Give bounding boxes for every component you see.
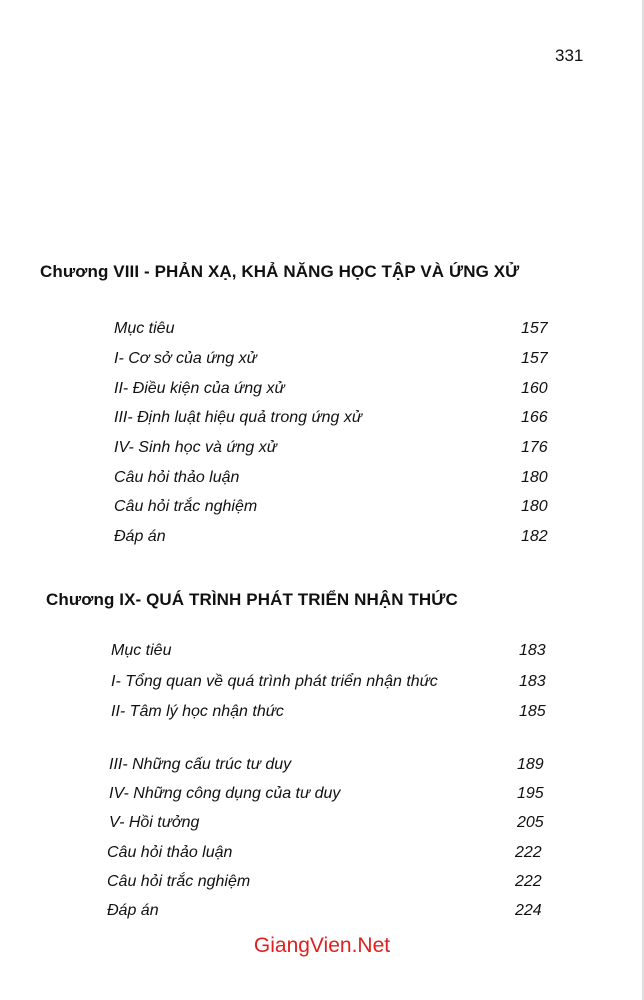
entry-label: II- Tâm lý học nhận thức	[111, 703, 284, 720]
entry-page: 180	[521, 498, 548, 515]
entry-page: 183	[519, 642, 546, 659]
entry-page: 157	[521, 350, 548, 367]
entry-label: Mục tiêu	[111, 642, 172, 659]
entry-label: III- Định luật hiệu quả trong ứng xử	[114, 409, 362, 426]
entry-page: 195	[517, 785, 544, 802]
entry-page: 189	[517, 756, 544, 773]
entry-page: 176	[521, 439, 548, 456]
entry-label: Câu hỏi trắc nghiệm	[114, 498, 258, 515]
entry-label: V- Hồi tưởng	[109, 814, 200, 831]
entry-label: Câu hỏi thảo luận	[114, 469, 240, 486]
page-number: 331	[555, 46, 584, 65]
entry-page: 224	[515, 902, 542, 919]
entry-label: Mục tiêu	[114, 320, 175, 337]
entry-page: 183	[519, 673, 546, 690]
entry-page: 222	[515, 844, 542, 861]
entry-page: 166	[521, 409, 548, 426]
entry-page: 205	[517, 814, 544, 831]
entry-label: Câu hỏi thảo luận	[107, 844, 233, 861]
entry-label: I- Cơ sở của ứng xử	[114, 350, 257, 367]
entry-label: Câu hỏi trắc nghiệm	[107, 873, 251, 890]
entry-label: Đáp án	[114, 528, 166, 545]
entry-label: IV- Những công dụng của tư duy	[109, 785, 341, 802]
entry-page: 185	[519, 703, 546, 720]
entry-label: III- Những cấu trúc tư duy	[109, 756, 292, 773]
entry-label: I- Tổng quan về quá trình phát triển nhận thức	[111, 673, 438, 690]
entry-page: 157	[521, 320, 548, 337]
watermark: GiangVien.Net	[253, 934, 391, 957]
chapter-title-viii: Chương VIII - PHẢN XẠ, KHẢ NĂNG HỌC TẬP VÀ ỨNG XỬ	[40, 262, 520, 281]
entry-page: 180	[521, 469, 548, 486]
entry-label: II- Điều kiện của ứng xử	[114, 380, 285, 397]
entry-label: Đáp án	[107, 902, 159, 919]
entry-label: IV- Sinh học và ứng xử	[114, 439, 277, 456]
entry-page: 160	[521, 380, 548, 397]
entry-page: 182	[521, 528, 548, 545]
chapter-title-ix: Chương IX- QUÁ TRÌNH PHÁT TRIỂN NHẬN THỨC	[46, 590, 458, 609]
entry-page: 222	[515, 873, 542, 890]
